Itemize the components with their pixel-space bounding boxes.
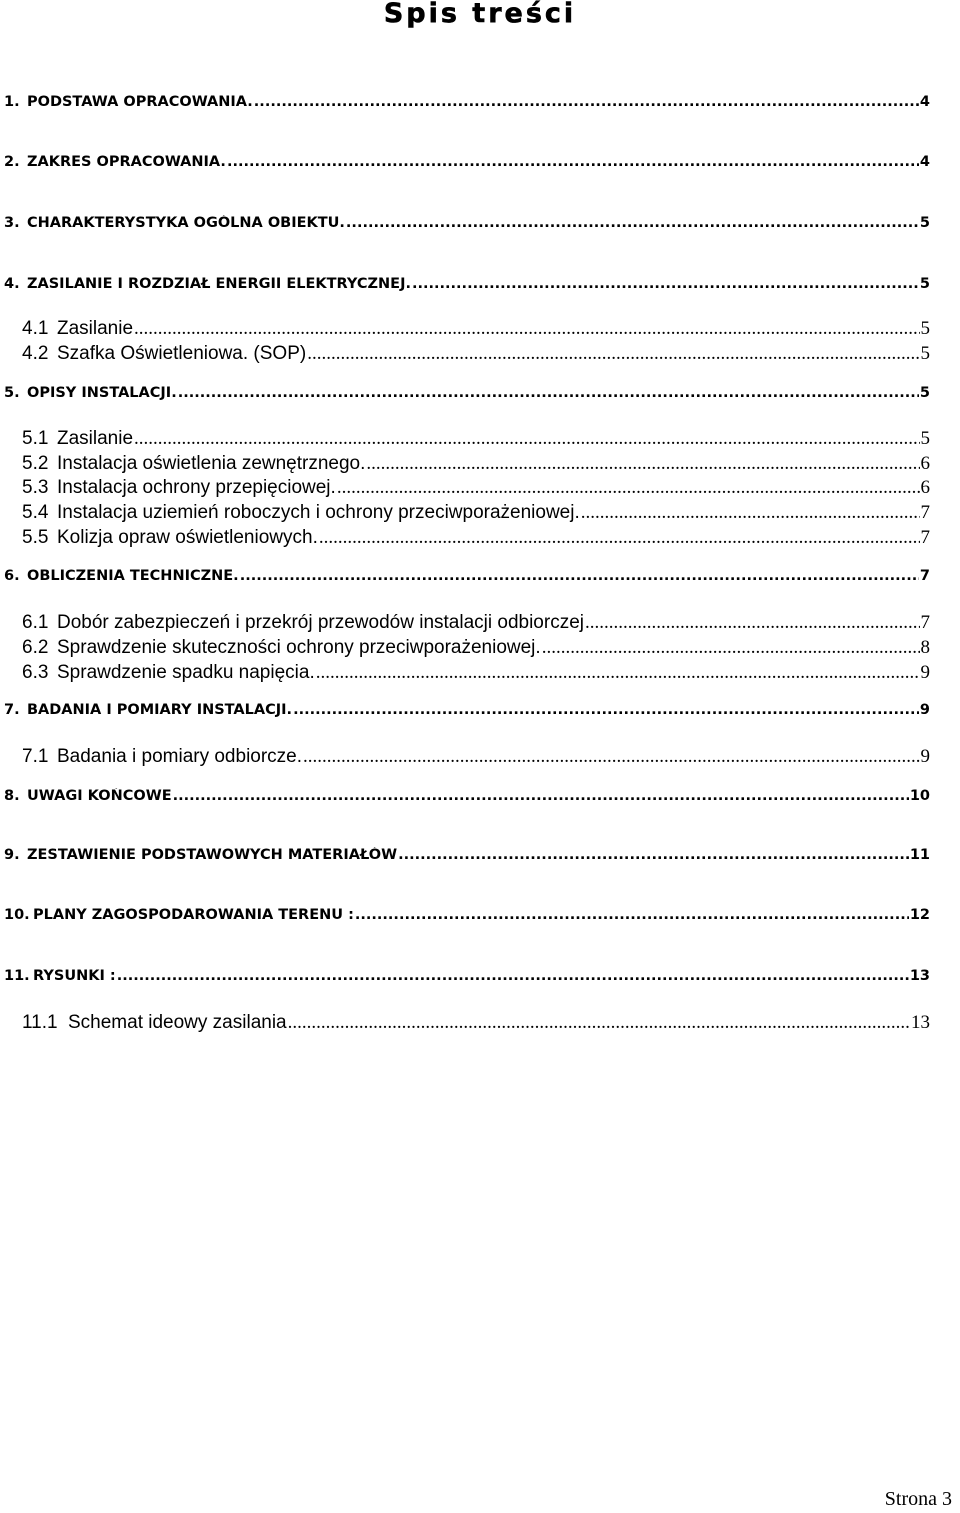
toc-entry-page: 13	[909, 968, 930, 984]
dot-leader	[542, 637, 920, 659]
toc-entry-page: 5	[919, 215, 930, 231]
toc-subentry[interactable]	[0, 746, 930, 770]
toc-subentry[interactable]	[0, 612, 930, 636]
dot-leader	[173, 788, 909, 804]
toc-subentry[interactable]	[0, 502, 930, 526]
toc-subentry[interactable]	[0, 1012, 930, 1036]
toc-entry[interactable]	[0, 385, 930, 405]
toc-entry-number: 8.	[4, 788, 20, 804]
toc-entry[interactable]	[0, 968, 930, 988]
dot-leader	[227, 154, 919, 170]
toc-entry[interactable]	[0, 215, 930, 235]
dot-leader	[288, 1012, 910, 1034]
toc-entry-title: Zasilanie	[57, 428, 134, 449]
dot-leader	[585, 612, 920, 634]
toc-entry[interactable]	[0, 847, 930, 867]
toc-entry[interactable]	[0, 154, 930, 174]
dot-leader	[117, 968, 909, 984]
dot-leader	[319, 527, 920, 549]
toc-entry-page: 9	[920, 662, 930, 683]
toc-entry-number: 4.1	[22, 318, 49, 339]
dot-leader	[178, 385, 919, 401]
toc-entry-title: Sprawdzenie skuteczności ochrony przeciwporażeniowej.	[57, 637, 541, 658]
toc-subentry[interactable]	[0, 637, 930, 661]
toc-entry-number: 4.	[4, 276, 20, 292]
toc-entry-number: 7.	[4, 702, 20, 718]
toc-entry-number: 10.	[4, 907, 30, 923]
toc-entry-number: 6.	[4, 568, 20, 584]
toc-entry-page: 5	[920, 428, 930, 449]
toc-entry-number: 7.1	[22, 746, 49, 767]
toc-entry-title: Badania i pomiary odbiorcze.	[57, 746, 303, 767]
dot-leader	[316, 662, 920, 684]
toc-entry-page: 6	[920, 477, 930, 498]
toc-entry-number: 3.	[4, 215, 20, 231]
toc-subentry[interactable]	[0, 662, 930, 686]
toc-entry-title: BADANIA I POMIARY INSTALACJI.	[27, 702, 293, 718]
toc-entry-title: RYSUNKI :	[33, 968, 116, 984]
toc-entry-number: 2.	[4, 154, 20, 170]
toc-entry[interactable]	[0, 702, 930, 722]
dot-leader	[412, 276, 919, 292]
toc-entry[interactable]	[0, 907, 930, 927]
toc-entry[interactable]	[0, 276, 930, 296]
toc-entry-title: OPISY INSTALACJI.	[27, 385, 177, 401]
toc-entry[interactable]	[0, 568, 930, 588]
toc-entry-title: CHARAKTERYSTYKA OGÓLNA OBIEKTU.	[27, 215, 345, 231]
toc-subentry[interactable]	[0, 428, 930, 452]
dot-leader	[134, 318, 919, 340]
toc-entry-page: 12	[909, 907, 930, 923]
toc-entry-page: 11	[909, 847, 930, 863]
toc-entry-number: 6.1	[22, 612, 49, 633]
toc-entry-title: Dobór zabezpieczeń i przekrój przewodów instalacji odbiorczej	[57, 612, 584, 633]
toc-entry-number: 4.2	[22, 343, 49, 364]
toc-entry-number: 11.	[4, 968, 30, 984]
toc-entry-page: 5	[919, 276, 930, 292]
toc-entry-number: 1.	[4, 94, 20, 110]
dot-leader	[346, 215, 919, 231]
toc-entry-page: 9	[919, 702, 930, 718]
toc-entry-number: 9.	[4, 847, 20, 863]
toc-entry-page: 7	[920, 612, 930, 633]
toc-entry-title: ZASILANIE I ROZDZIAŁ ENERGII ELEKTRYCZNEJ.	[27, 276, 411, 292]
toc-entry-page: 7	[920, 527, 930, 548]
toc-entry-page: 5	[920, 318, 930, 339]
toc-entry-title: Sprawdzenie spadku napięcia.	[57, 662, 315, 683]
toc-entry-page: 13	[911, 1012, 930, 1033]
dot-leader	[254, 94, 919, 110]
toc-entry-number: 6.3	[22, 662, 49, 683]
dot-leader	[366, 453, 919, 475]
page-title: Spis treści	[383, 0, 577, 29]
toc-entry-page: 8	[920, 637, 930, 658]
toc-entry-title: UWAGI KOŃCOWE	[27, 788, 172, 804]
toc-entry-page: 4	[919, 154, 930, 170]
toc-subentry[interactable]	[0, 343, 930, 367]
toc-entry[interactable]	[0, 788, 930, 808]
toc-subentry[interactable]	[0, 453, 930, 477]
dot-leader	[581, 502, 920, 524]
dot-leader	[293, 702, 919, 718]
toc-subentry[interactable]	[0, 527, 930, 551]
toc-entry-page: 7	[920, 502, 930, 523]
toc-entry-number: 5.2	[22, 453, 49, 474]
toc-entry-title: Instalacja uziemień roboczych i ochrony przeciwporażeniowej.	[57, 502, 580, 523]
toc-entry-page: 6	[920, 453, 930, 474]
toc-subentry[interactable]	[0, 318, 930, 342]
dot-leader	[398, 847, 909, 863]
dot-leader	[303, 746, 919, 768]
toc-entry-number: 5.4	[22, 502, 49, 523]
toc-entry-page: 4	[919, 94, 930, 110]
toc-entry-title: PLANY ZAGOSPODAROWANIA TERENU :	[33, 907, 354, 923]
dot-leader	[240, 568, 919, 584]
toc-entry-page: 5	[920, 343, 930, 364]
dot-leader	[134, 428, 919, 450]
dot-leader	[355, 907, 909, 923]
toc-entry-title: Zasilanie	[57, 318, 134, 339]
toc-entry-page: 5	[919, 385, 930, 401]
toc-entry-number: 5.5	[22, 527, 49, 548]
toc-entry-number: 5.3	[22, 477, 49, 498]
toc-entry-title: Szafka Oświetleniowa. (SOP)	[57, 343, 307, 364]
dot-leader	[307, 343, 919, 365]
toc-entry-page: 7	[919, 568, 930, 584]
toc-entry-number: 5.	[4, 385, 20, 401]
toc-subentry[interactable]	[0, 477, 930, 501]
toc-entry-title: Instalacja ochrony przepięciowej.	[57, 477, 336, 498]
toc-entry-number: 6.2	[22, 637, 49, 658]
toc-entry-title: Schemat ideowy zasilania	[68, 1012, 287, 1033]
toc-entry[interactable]	[0, 94, 930, 114]
toc-entry-title: Kolizja opraw oświetleniowych.	[57, 527, 318, 548]
toc-entry-page: 9	[920, 746, 930, 767]
toc-entry-number: 5.1	[22, 428, 49, 449]
toc-entry-title: ZAKRES OPRACOWANIA.	[27, 154, 226, 170]
toc-entry-title: OBLICZENIA TECHNICZNE.	[27, 568, 239, 584]
toc-entry-title: ZESTAWIENIE PODSTAWOWYCH MATERIAŁÓW	[27, 847, 398, 863]
page-footer: Strona 3	[884, 1488, 952, 1510]
dot-leader	[337, 477, 920, 499]
toc-entry-title: PODSTAWA OPRACOWANIA.	[27, 94, 253, 110]
toc-entry-number: 11.1	[22, 1012, 58, 1033]
toc-entry-page: 10	[909, 788, 930, 804]
toc-entry-title: Instalacja oświetlenia zewnętrznego.	[57, 453, 366, 474]
